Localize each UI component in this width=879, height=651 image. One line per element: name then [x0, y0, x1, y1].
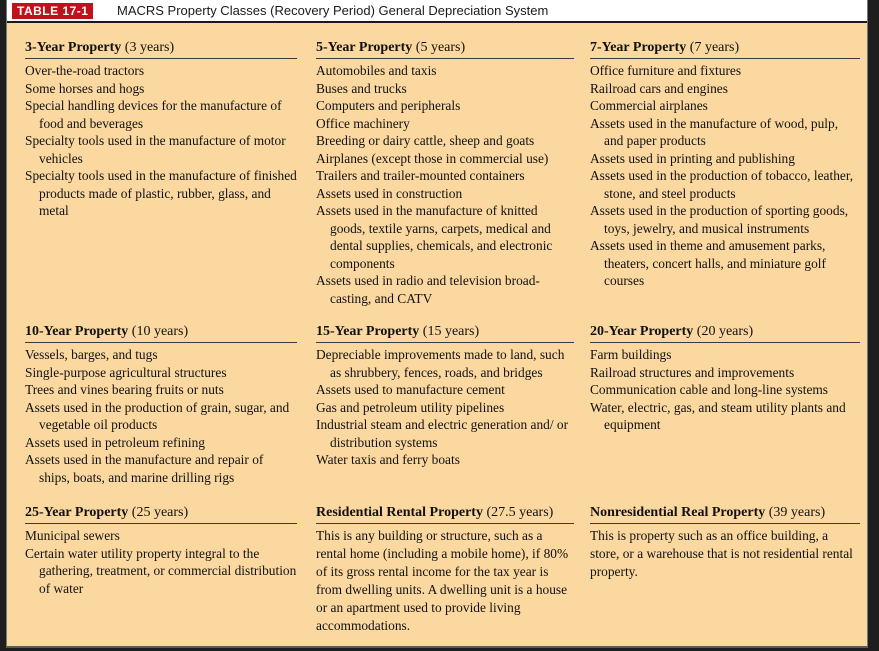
- section-name: 5-Year Property: [316, 40, 413, 55]
- section-residential-rental-property: [316, 503, 574, 635]
- list-item: Assets used in the production of grain, sugar, and vegetable oil products: [25, 399, 290, 432]
- section-10-year-property: [25, 322, 297, 486]
- section-nonresidential-real-property: [590, 503, 860, 581]
- list-item: Commercial airplanes: [590, 98, 708, 113]
- section-15-year-property: [316, 322, 574, 469]
- section-description: This is any building or structure, such as a rental home (including a mobile home), if 80% of its gross rental income for the tax year is from dwelling units. A dwelling unit is a house or an apartment used to provide living accommodations.: [316, 528, 569, 633]
- table-title-bar: [7, 0, 867, 23]
- list-item: Certain water utility property integral to the gathering, treatment, or commercial distribution of water: [25, 545, 297, 596]
- section-name: Residential Rental Property: [316, 505, 483, 520]
- list-item: Assets used in the manufacture of knitted goods, textile yarns, carpets, medical and dental supplies, chemicals, and electronic components: [316, 203, 553, 271]
- section-period: (27.5 years): [486, 505, 554, 520]
- list-item: Water taxis and ferry boats: [316, 452, 460, 467]
- section-heading: [590, 503, 860, 524]
- list-item: Assets used in printing and publishing: [590, 150, 795, 166]
- section-period: (10 years): [131, 324, 189, 339]
- section-name: 20-Year Property: [590, 324, 694, 339]
- list-item: Assets used in the production of sporting goods, toys, jewelry, and musical instruments: [590, 203, 849, 236]
- table-panel: [6, 0, 868, 648]
- section-25-year-property: [25, 503, 297, 597]
- section-period: (15 years): [422, 324, 480, 339]
- section-period: (5 years): [415, 40, 466, 55]
- list-item: Assets used in petroleum refining: [25, 434, 205, 450]
- list-item: Vessels, barges, and tugs: [25, 347, 158, 362]
- section-name: 10-Year Property: [25, 324, 129, 339]
- list-item: Assets used in radio and television broad-casting, and CATV: [316, 273, 540, 306]
- section-period: (20 years): [696, 324, 754, 339]
- section-name: Nonresidential Real Property: [590, 505, 766, 520]
- section-heading: [590, 38, 860, 59]
- list-item: Assets used in construction: [316, 185, 463, 201]
- section-period: (7 years): [689, 40, 740, 55]
- section-period: (25 years): [131, 505, 189, 520]
- list-item: Some horses and hogs: [25, 80, 145, 96]
- list-item: Computers and peripherals: [316, 98, 461, 113]
- table-title: MACRS Property Classes (Recovery Period) General Depreciation System: [117, 3, 549, 18]
- section-heading: [590, 322, 860, 343]
- list-item: Specialty tools used in the manufacture of finished products made of plastic, rubber, glass, and metal: [25, 168, 297, 218]
- list-item: Municipal sewers: [25, 528, 120, 543]
- list-item: Office machinery: [316, 115, 410, 131]
- section-description: This is property such as an office building, a store, or a warehouse that is not residential rental property.: [590, 528, 853, 579]
- list-item: Farm buildings: [590, 347, 672, 362]
- list-item: Assets used in theme and amusement parks, theaters, concert halls, and miniature golf courses: [590, 238, 826, 288]
- list-item: Buses and trucks: [316, 80, 407, 96]
- table-number-badge: TABLE 17-1: [12, 3, 93, 19]
- section-name: 3-Year Property: [25, 40, 122, 55]
- section-heading: [316, 322, 574, 343]
- section-20-year-property: [590, 322, 860, 434]
- section-period: (39 years): [768, 505, 826, 520]
- list-item: Trees and vines bearing fruits or nuts: [25, 382, 224, 397]
- list-item: Office furniture and fixtures: [590, 63, 742, 78]
- list-item: Depreciable improvements made to land, such as shrubbery, fences, roads, and bridges: [316, 347, 565, 380]
- list-item: Assets used in the production of tobacco, leather, stone, and steel products: [590, 168, 854, 201]
- list-item: Railroad structures and improvements: [590, 364, 795, 380]
- list-item: Trailers and trailer-mounted containers: [316, 168, 525, 183]
- section-period: (3 years): [124, 40, 175, 55]
- list-item: Automobiles and taxis: [316, 63, 437, 78]
- list-item: Assets used to manufacture cement: [316, 382, 505, 397]
- section-name: 15-Year Property: [316, 324, 420, 339]
- list-item: Communication cable and long-line systems: [590, 382, 829, 397]
- list-item: Water, electric, gas, and steam utility plants and equipment: [590, 399, 846, 432]
- section-7-year-property: [590, 38, 860, 290]
- list-item: Gas and petroleum utility pipelines: [316, 399, 505, 415]
- section-heading: [316, 503, 574, 524]
- section-heading: [25, 322, 297, 343]
- section-name: 7-Year Property: [590, 40, 687, 55]
- list-item: Breeding or dairy cattle, sheep and goats: [316, 133, 535, 148]
- list-item: Special handling devices for the manufacture of food and beverages: [25, 98, 282, 131]
- list-item: Assets used in the manufacture of wood, pulp, and paper products: [590, 115, 839, 148]
- list-item: Airplanes (except those in commercial use): [316, 150, 549, 166]
- list-item: Industrial steam and electric generation and/ or distribution systems: [316, 417, 569, 450]
- list-item: Single-purpose agricultural structures: [25, 364, 227, 380]
- list-item: Over-the-road tractors: [25, 63, 145, 78]
- list-item: Railroad cars and engines: [590, 80, 728, 96]
- section-3-year-property: [25, 38, 297, 220]
- list-item: Assets used in the manufacture and repair of ships, boats, and marine drilling rigs: [25, 452, 264, 485]
- section-5-year-property: [316, 38, 574, 307]
- section-heading: [25, 503, 297, 524]
- section-heading: [316, 38, 574, 59]
- list-item: Specialty tools used in the manufacture of motor vehicles: [25, 133, 286, 166]
- section-name: 25-Year Property: [25, 505, 129, 520]
- section-heading: [25, 38, 297, 59]
